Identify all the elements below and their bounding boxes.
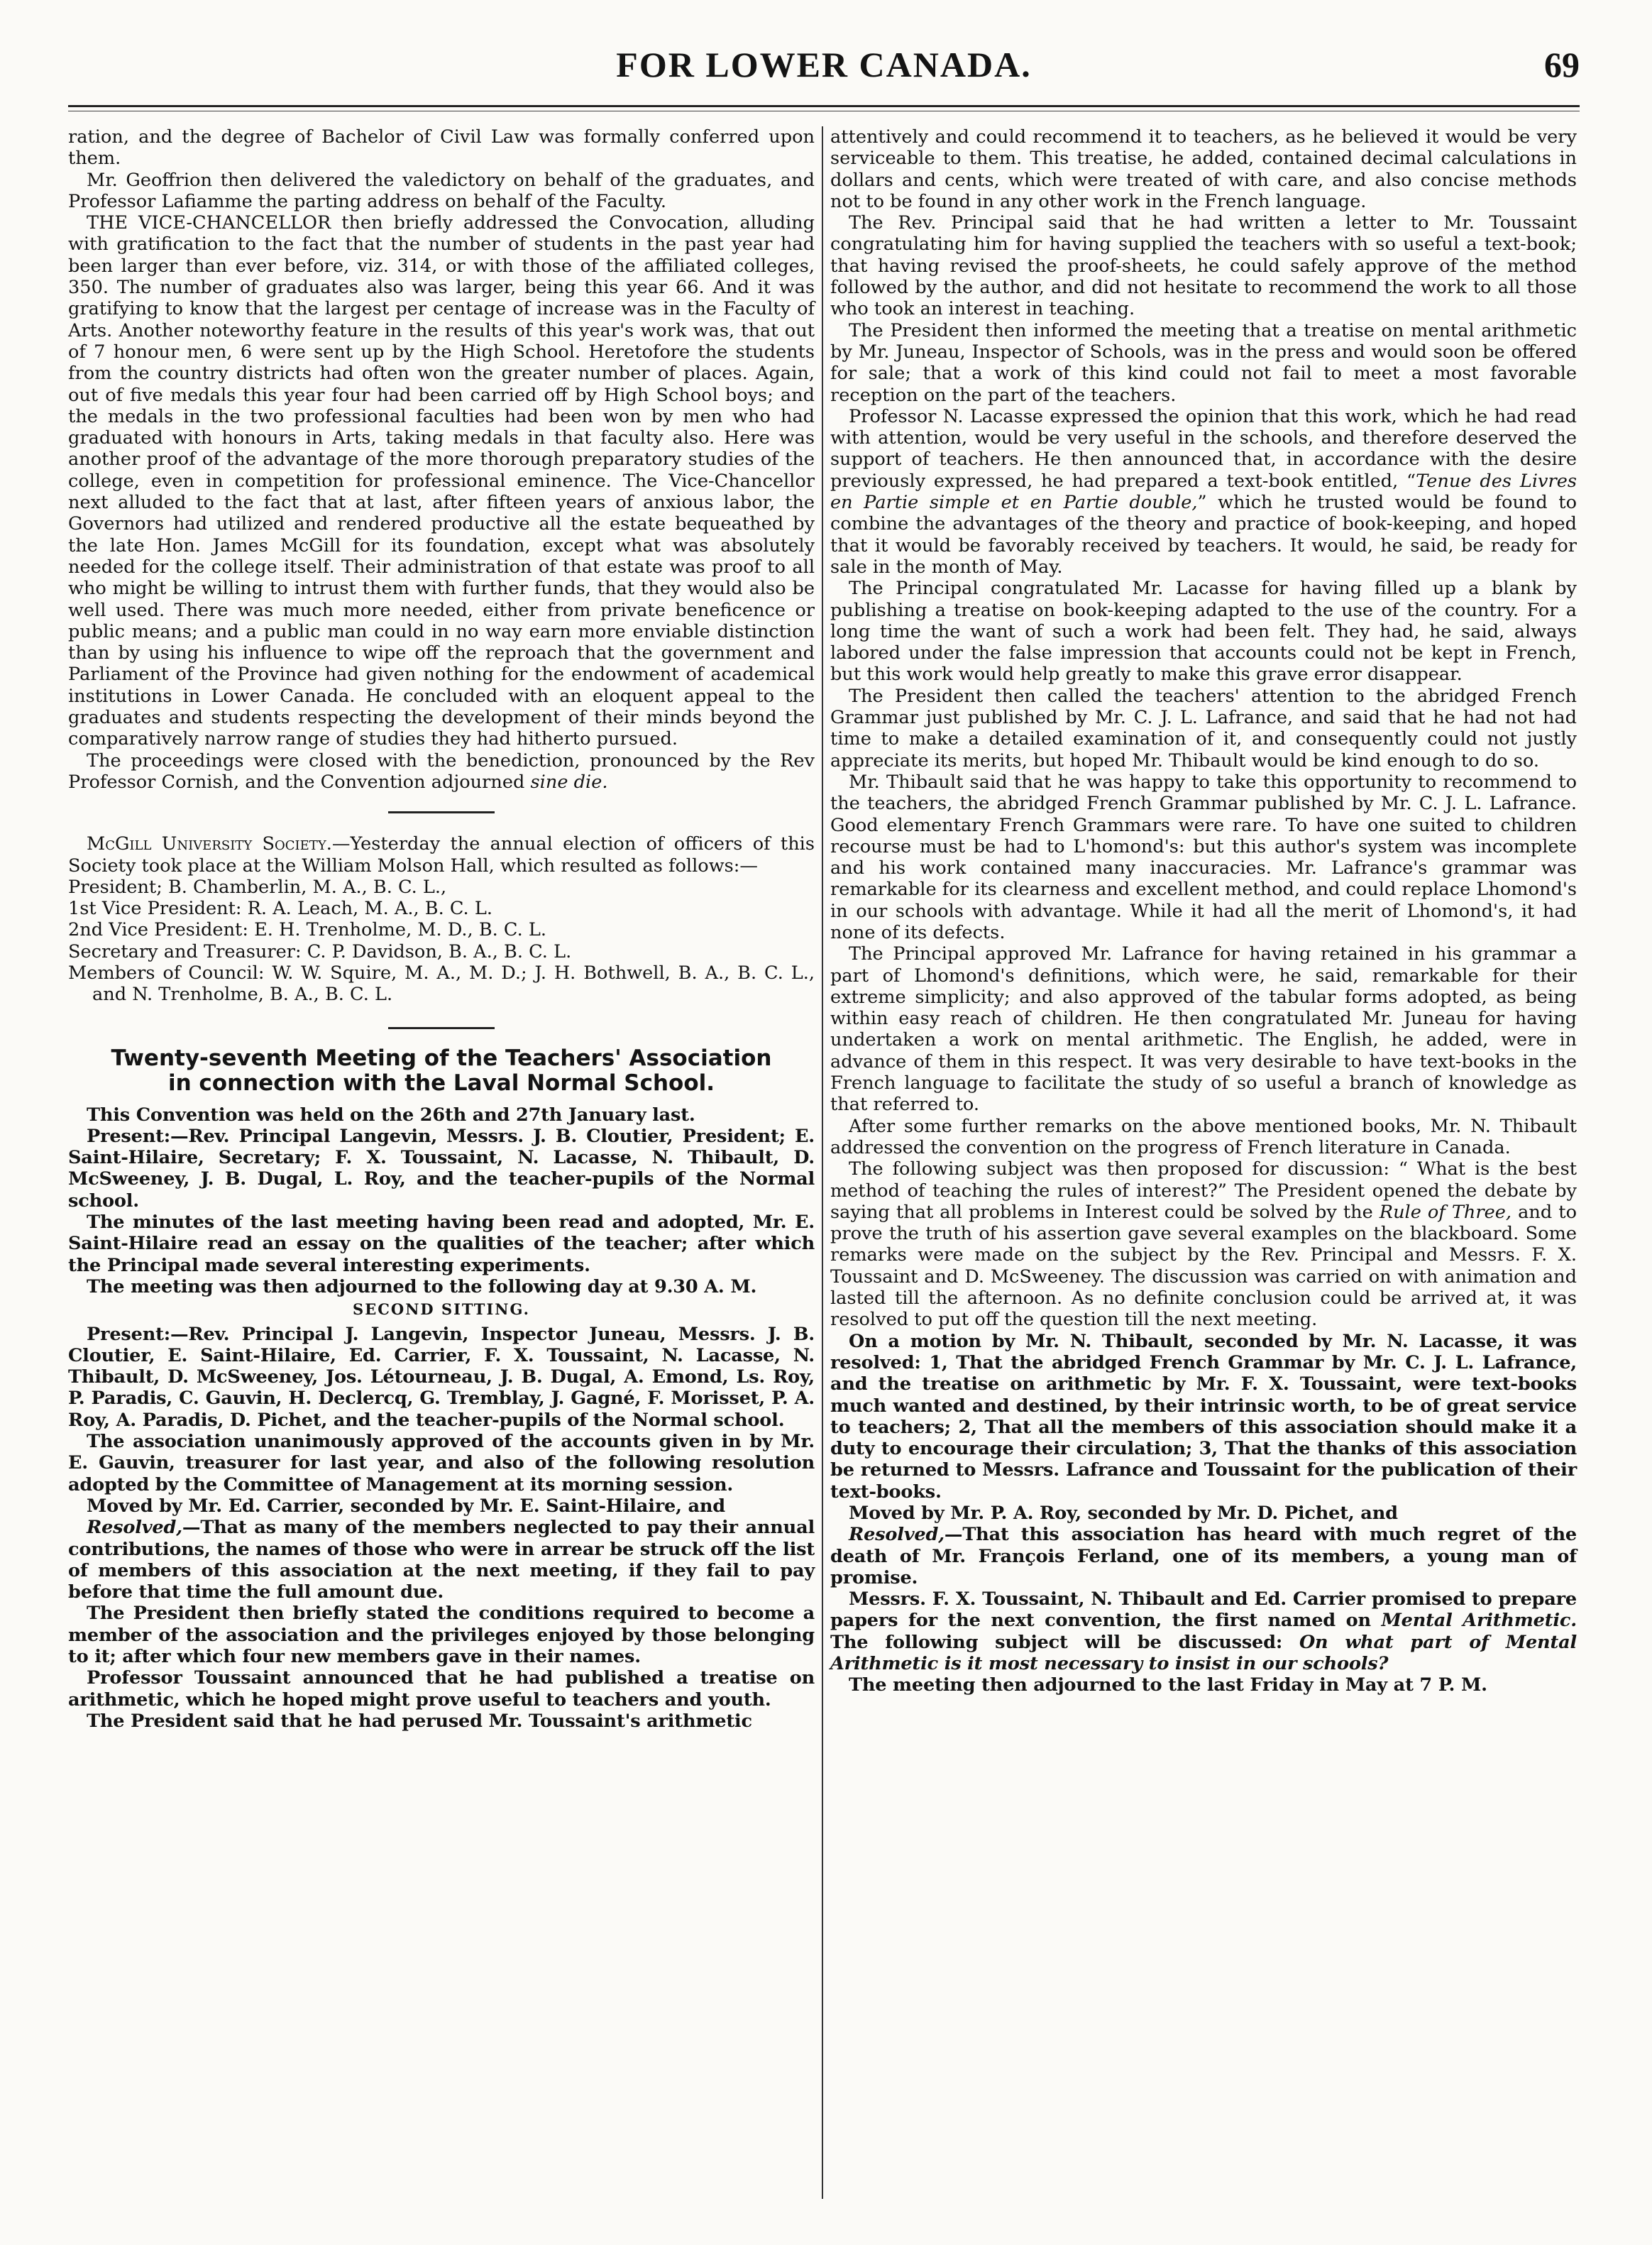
paragraph: The Rev. Principal said that he had written a letter to Mr. Toussaint congratulating him for having supplied the teachers with so useful a text-book; that having revised the proof-sheets, he could safely approve of the method followed by the author, and did not hesitate to recommend the work to all those who took an interest in teaching. <box>830 212 1577 320</box>
page-header <box>68 44 1580 101</box>
right-column <box>830 126 1577 2217</box>
paragraph: The Principal approved Mr. Lafrance for having retained in his grammar a part of Lhomond's definitions, which were, he said, remarkable for their extreme simplicity; and also approved of the tabular forms adopted, as being within easy reach of children. He then congratulated Mr. Juneau for having undertaken a work on mental arithmetic. The English, he added, were in advance of them in this respect. It was very desirable to have text-books in the French language to facilitate the study of so useful a branch of knowledge as that referred to. <box>830 943 1577 1116</box>
paragraph: The President then briefly stated the conditions required to become a member of the association and the privileges enjoyed by those belonging to it; after which four new members gave in their names. <box>68 1603 815 1667</box>
paragraph: The minutes of the last meeting having been read and adopted, Mr. E. Saint-Hilaire read an essay on the qualities of the teacher; after which the Principal made several interesting experiments. <box>68 1212 815 1276</box>
subheading: SECOND SITTING. <box>353 1300 530 1319</box>
section-separator <box>388 1027 495 1029</box>
paragraph-text: The following subject was then proposed for discussion: “ What is the best method of teaching the rules of interest?” The President opened the debate by saying that all problems in Interest could be solved by the <box>830 1158 1577 1223</box>
header-rule <box>68 105 1580 107</box>
paragraph: Moved by Mr. P. A. Roy, seconded by Mr. D. Pichet, and <box>849 1503 1398 1524</box>
article-body-continued <box>830 1331 1577 1696</box>
italic-text: Tenue des Livres en Partie simple et en Partie double, <box>830 470 1577 514</box>
paragraph: After some further remarks on the above mentioned books, Mr. N. Thibault addressed the convention on the progress of French literature in Canada. <box>830 1115 1577 1158</box>
paragraph: Mr. Geoffrion then delivered the valedictory on behalf of the graduates, and Professor Lafiamme the parting address on behalf of the Faculty. <box>68 169 815 212</box>
paragraph <box>830 406 1577 578</box>
paragraph: The President said that he had perused Mr. Toussaint's arithmetic <box>87 1710 752 1732</box>
article-body <box>68 1104 815 1733</box>
paragraph-text: The following subject will be discussed: <box>830 1631 1299 1653</box>
paragraph: The meeting then adjourned to the last Friday in May at 7 P. M. <box>849 1674 1487 1696</box>
paragraph-text: then briefly addressed the Convocation, alluding with gratification to the fact that the number of students in the past year had been larger than ever before, viz. 314, or with those of the affiliated colleges, 350. The number of graduates also was larger, being this year 66. And it was gratifying to know that the largest per centage of increase was in the Faculty of Arts. Another noteworthy feature in the results of this year's work was, that out of 7 honour men, 6 were sent up by the High School. Heretofore the students from the country districts had often won the greater number of places. Again, out of five medals this year four had been carried off by High School boys; and the medals in the two professional faculties had been won by men who had graduated with honours in Arts, taking medals in that faculty also. Here was another proof of the advantage of the more thorough preparatory studies of the college, even in competition for professional eminence. The Vice-Chancellor next alluded to the fact that at last, after fifteen years of anxious labor, the Governors had utilized and rendered productive all the estate bequeathed by the late Hon. James McGill for its foundation, except what was absolutely needed for the college itself. Their administration of that estate was proof to all who might be willing to intrust them with further funds, that they would also be well used. There was much more needed, either from private beneficence or public means; and a public man could in no way earn more enviable distinction than by using his influence to wipe off the reproach that the government and Parliament of the Province had given nothing for the endowment of academical institutions in Lower Canada. He concluded with an eloquent appeal to the graduates and students respecting the development of their minds beyond the comparatively narrow range of studies they had hitherto pursued. <box>68 212 815 750</box>
paragraph: The President then informed the meeting that a treatise on mental arithmetic by Mr. Juneau, Inspector of Schools, was in the press and would soon be offered for sale; that a work of this kind could not fail to meet a most favorable reception on the part of the teachers. <box>830 319 1577 406</box>
column-divider <box>822 126 823 2199</box>
lead-text: McGill University Society. <box>87 833 332 855</box>
officer-line: Secretary and Treasurer: C. P. Davidson, B. A., B. C. L. <box>68 940 572 962</box>
officer-line: President; B. Chamberlin, M. A., B. C. L., <box>68 876 447 898</box>
italic-text: Resolved, <box>849 1524 945 1546</box>
paragraph <box>830 1588 1577 1674</box>
paragraph <box>68 212 815 750</box>
officer-line: 1st Vice President: R. A. Leach, M. A., B. C. L. <box>68 898 492 920</box>
paragraph: The Principal congratulated Mr. Lacasse for having filled up a blank by publishing a treatise on book-keeping adapted to the use of the country. For a long time the want of such a work had been felt. They had, he said, always labored under the false impression that accounts could not be kept in French, but this work would help greatly to make this grave error disappear. <box>830 578 1577 686</box>
paragraph: The President then called the teachers' attention to the abridged French Grammar just published by Mr. C. J. L. Lafrance, and said that he had not had time to make a detailed examination of it, and consequently could not justly appreciate its merits, but hoped Mr. Thibault would be kind enough to do so. <box>830 685 1577 772</box>
italic-text: Mental Arithmetic. <box>1381 1610 1577 1632</box>
paragraph-text: The proceedings were closed with the benediction, pronounced by the Rev Professor Cornish, and the Convention adjourned <box>68 750 815 793</box>
italic-text: Resolved, <box>87 1517 182 1539</box>
paragraph-text: and to prove the truth of his assertion gave several examples on the blackboard. Some remarks were made on the subject by the Rev. Principal and Messrs. F. X. Toussaint and D. McSweeney. The discussion was carried on with animation and lasted till the afternoon. As no definite conclusion could be arrived at, it was resolved to put off the question till the next meeting. <box>830 1201 1577 1331</box>
paragraph <box>68 1517 815 1603</box>
page-number: 69 <box>1544 45 1580 84</box>
paragraph-text: —That this association has heard with much regret of the death of Mr. François Ferland, one of its members, a young man of promise. <box>830 1524 1577 1588</box>
italic-text: Rule of Three, <box>1379 1201 1512 1223</box>
paragraph-text: —Yesterday the annual election of officers of this Society took place at the William Molson Hall, which resulted as follows:— <box>68 833 815 877</box>
paragraph: On a motion by Mr. N. Thibault, seconded by Mr. N. Lacasse, it was resolved: 1, That the abridged French Grammar by Mr. C. J. L. Lafrance, and the treatise on arithmetic by Mr. F. X. Toussaint, were text-books much wanted and destined, by their intrinsic worth, to be of great service to teachers; 2, That all the members of this association should make it a duty to encourage their circulation; 3, That the thanks of this association be returned to Messrs. Lafrance and Toussaint for the publication of their text-books. <box>830 1330 1577 1503</box>
paragraph: Present:—Rev. Principal Langevin, Messrs. J. B. Cloutier, President; E. Saint-Hilaire, Secretary; F. X. Toussaint, N. Lacasse, N. Thibault, D. McSweeney, J. B. Dugal, L. Roy, and the teacher-pupils of the Normal school. <box>68 1125 815 1212</box>
paragraph: ration, and the degree of Bachelor of Civil Law was formally conferred upon them. <box>68 126 815 170</box>
section-separator <box>388 811 495 813</box>
lead-text: THE VICE-CHANCELLOR <box>87 212 331 234</box>
paragraph: Mr. Thibault said that he was happy to take this opportunity to recommend to the teachers, the abridged French Grammar published by Mr. C. J. L. Lafrance. Good elementary French Grammars were rare. To have one suited to children recourse must be had to L'homond's: but this author's system was incomplete and his work contained many inaccuracies. Mr. Lafrance's grammar was remarkable for its clearness and excellent method, and could replace Lhomond's in our schools with advantage. While it had all the merit of Lhomond's, it had none of its defects. <box>830 771 1577 943</box>
paragraph <box>830 1524 1577 1588</box>
paragraph: Moved by Mr. Ed. Carrier, seconded by Mr. E. Saint-Hilaire, and <box>87 1495 726 1517</box>
paragraph-text: ” which he trusted would be found to combine the advantages of the theory and practice of book-keeping, and hoped that it would be favorably received by teachers. It would, he said, be ready for sale in the month of May. <box>830 492 1577 578</box>
running-title: FOR LOWER CANADA. <box>616 45 1032 84</box>
officer-line: Members of Council: W. W. Squire, M. A., M. D.; J. H. Bothwell, B. A., B. C. L., and N. Trenholme, B. A., B. C. L. <box>68 962 815 1006</box>
paragraph: This Convention was held on the 26th and 27th January last. <box>87 1104 695 1126</box>
article-heading <box>68 1046 815 1096</box>
paragraph: attentively and could recommend it to teachers, as he believed it would be very serviceable to them. This treatise, he added, contained decimal calculations in dollars and cents, which were treated of with care, and also concise methods not to be found in any other work in the French language. <box>830 126 1577 212</box>
paragraph-text: Professor N. Lacasse expressed the opinion that this work, which he had read with attention, would be very useful in the schools, and therefore deserved the support of teachers. He then announced that, in accordance with the desire previously expressed, he had prepared a text-book entitled, “ <box>830 405 1577 492</box>
officer-line: 2nd Vice President: E. H. Trenholme, M. D., B. C. L. <box>68 919 546 941</box>
paragraph: The meeting was then adjourned to the following day at 9.30 A. M. <box>87 1275 757 1297</box>
paragraph <box>830 1158 1577 1330</box>
heading-line: in connection with the Laval Normal School. <box>167 1070 715 1096</box>
paragraph <box>68 750 815 794</box>
paragraph <box>68 833 815 877</box>
paragraph-text: Messrs. F. X. Toussaint, N. Thibault and Ed. Carrier promised to prepare papers for the next convention, the first named on <box>830 1588 1577 1632</box>
paragraph: Professor Toussaint announced that he had published a treatise on arithmetic, which he hoped might prove useful to teachers and youth. <box>68 1667 815 1711</box>
paragraph-text: —That as many of the members neglected to pay their annual contributions, the names of those who were in arrear be struck off the list of members of this association at the next meeting, if they fail to pay before that time the full amount due. <box>68 1517 815 1603</box>
italic-text: sine die. <box>530 771 608 793</box>
heading-line: Twenty-seventh Meeting of the Teachers' Association <box>111 1045 772 1071</box>
italic-text: On what part of Mental Arithmetic is it most necessary to insist in our schools? <box>830 1631 1577 1675</box>
paragraph: The association unanimously approved of the accounts given in by Mr. E. Gauvin, treasurer for last year, and also of the following resolution adopted by the Committee of Management at its morning session. <box>68 1431 815 1495</box>
left-column <box>68 126 815 2217</box>
paragraph: Present:—Rev. Principal J. Langevin, Inspector Juneau, Messrs. J. B. Cloutier, E. Saint-Hilaire, Ed. Carrier, F. X. Toussaint, N. Lacasse, N. Thibault, D. McSweeney, Jos. Létourneau, J. B. Dugal, A. Emond, Ls. Roy, P. Paradis, C. Gauvin, H. Declercq, G. Tremblay, J. Gagné, F. Morisset, P. A. Roy, A. Paradis, D. Pichet, and the teacher-pupils of the Normal school. <box>68 1323 815 1431</box>
